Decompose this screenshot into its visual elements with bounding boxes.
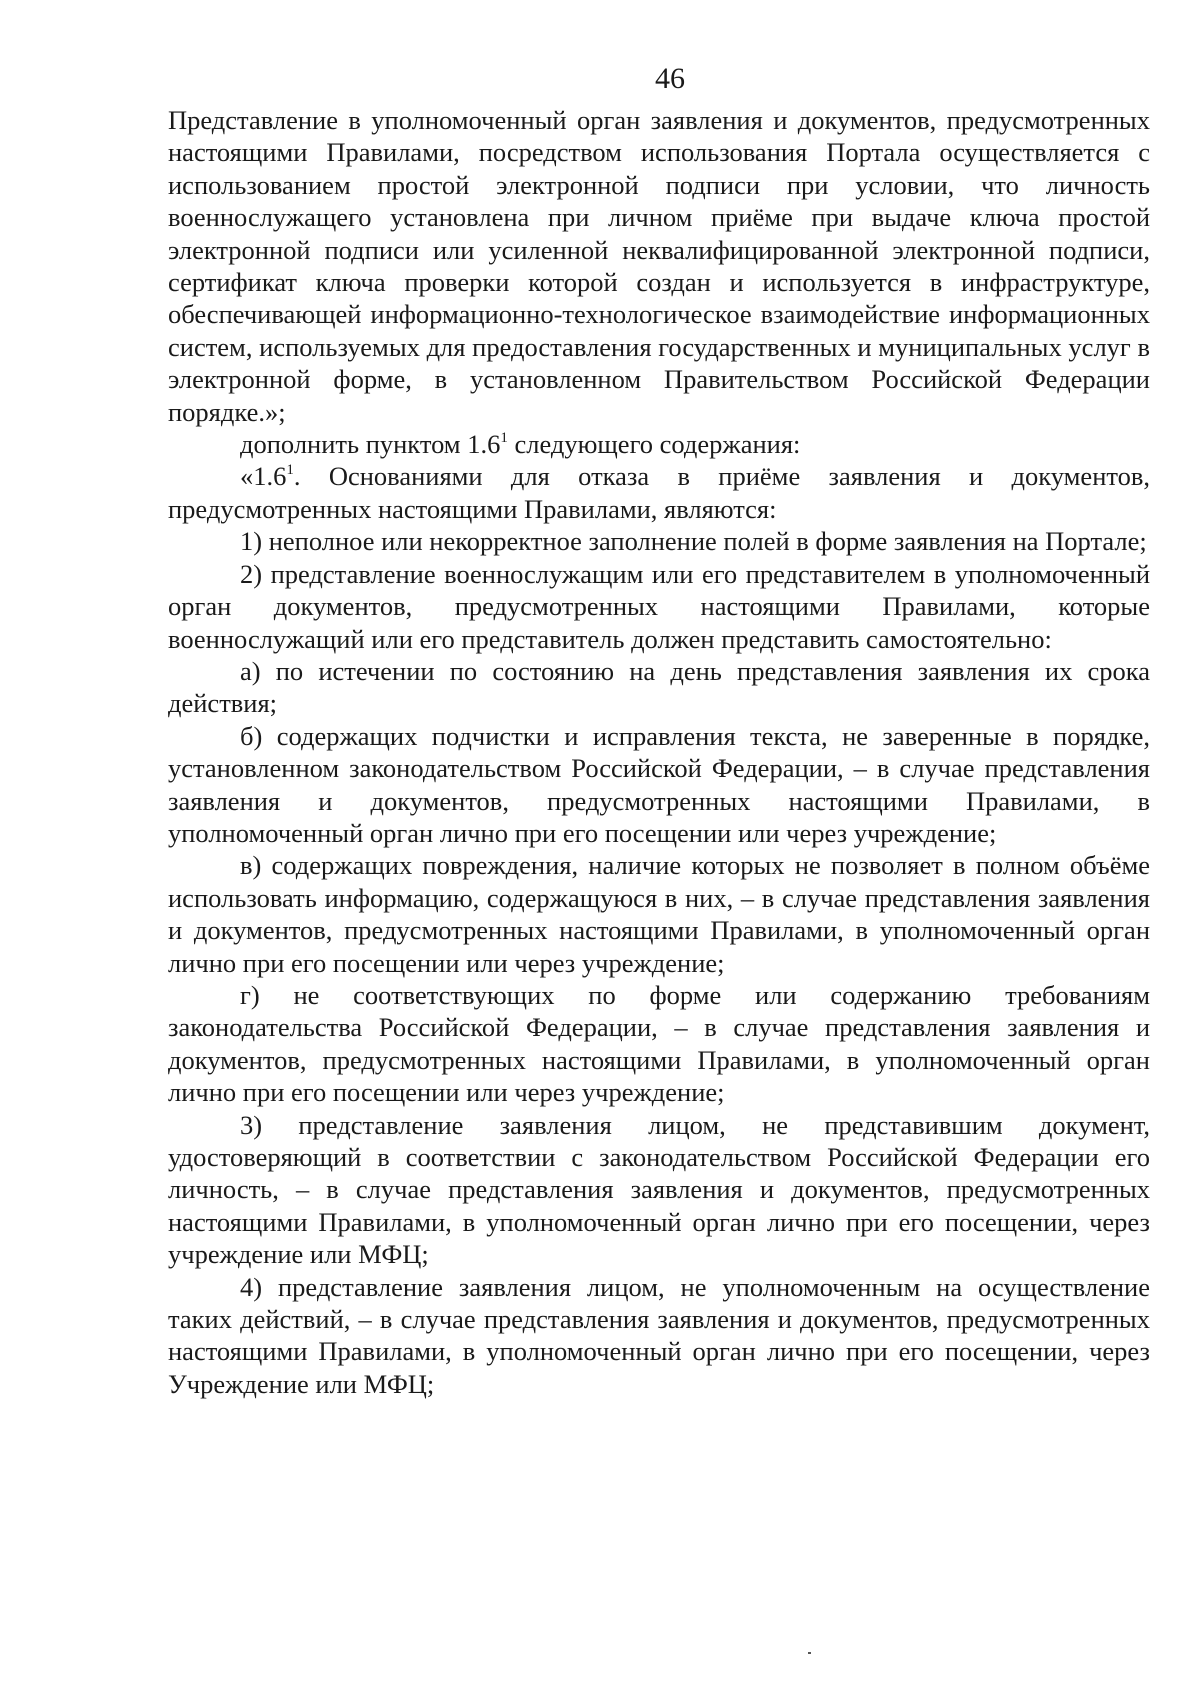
refusal-grounds-superscript: 1 (286, 462, 294, 479)
refusal-grounds-text: . Основаниями для отказа в приёме заявления и документов, предусмотренных настоящими Правилами, являются: (168, 461, 1150, 524)
paragraph-item-4: 4) представление заявления лицом, не уполномоченным на осуществление таких действий, – в случае представления заявления и документов, предусмотренных настоящими Правилами, в уполномоченный орган лично при его посещении, через Учреждение или МФЦ; (168, 1271, 1150, 1399)
paragraph-subitem-v: в) содержащих повреждения, наличие которых не позволяет в полном объёме использовать информацию, содержащуюся в них, – в случае представления заявления и документов, предусмотренных настоящими Правилами, в уполномоченный орган лично при его посещении или через учреждение; (168, 850, 1150, 978)
amendment-intro-superscript: 1 (500, 430, 508, 447)
document-body (168, 104, 1150, 1400)
scan-speck (808, 1652, 811, 1654)
paragraph-subitem-b: б) содержащих подчистки и исправления текста, не заверенные в порядке, установленном законодательством Российской Федерации, – в случае представления заявления и документов, предусмотренных настоящими Правилами, в уполномоченный орган лично при его посещении или через учреждение; (168, 720, 1150, 848)
amendment-intro-tail: следующего содержания: (507, 429, 801, 460)
paragraph-refusal-grounds (168, 460, 1150, 525)
paragraph-portal-signature: Представление в уполномоченный орган заявления и документов, предусмотренных настоящими Правилами, посредством использования Портала осуществляется с использованием простой электронной подписи при условии, что личность военнослужащего установлена при личном приёме при выдаче ключа простой электронной подписи или усиленной неквалифицированной электронной подписи, сертификат ключа проверки которой создан и используется в инфраструктуре, обеспечивающей информационно-технологическое взаимодействие информационных систем, используемых для предоставления государственных и муниципальных услуг в электронной форме, в установленном Правительством Российской Федерации порядке.»; (168, 105, 1150, 427)
amendment-intro-text: дополнить пунктом 1.6 (240, 429, 501, 460)
page-number: 46 (655, 62, 685, 95)
paragraph-item-1: 1) неполное или некорректное заполнение полей в форме заявления на Портале; (240, 526, 1147, 557)
paragraph-subitem-a: а) по истечении по состоянию на день представления заявления их срока действия; (168, 655, 1150, 719)
paragraph-amendment-intro (168, 428, 1150, 460)
paragraph-item-2: 2) представление военнослужащим или его представителем в уполномоченный орган документов, предусмотренных настоящими Правилами, которые военнослужащий или его представитель должен представить самостоятельно: (168, 558, 1150, 654)
paragraph-subitem-g: г) не соответствующих по форме или содержанию требованиям законодательства Российской Федерации, – в случае представления заявления и документов, предусмотренных настоящими Правилами, в уполномоченный орган лично при его посещении или через учреждение; (168, 979, 1150, 1108)
paragraph-item-3: 3) представление заявления лицом, не представившим документ, удостоверяющий в соответствии с законодательством Российской Федерации его личность, – в случае представления заявления и документов, предусмотренных настоящими Правилами, в уполномоченный орган лично при его посещении, через учреждение или МФЦ; (168, 1109, 1150, 1270)
refusal-grounds-number: «1.6 (240, 461, 287, 492)
